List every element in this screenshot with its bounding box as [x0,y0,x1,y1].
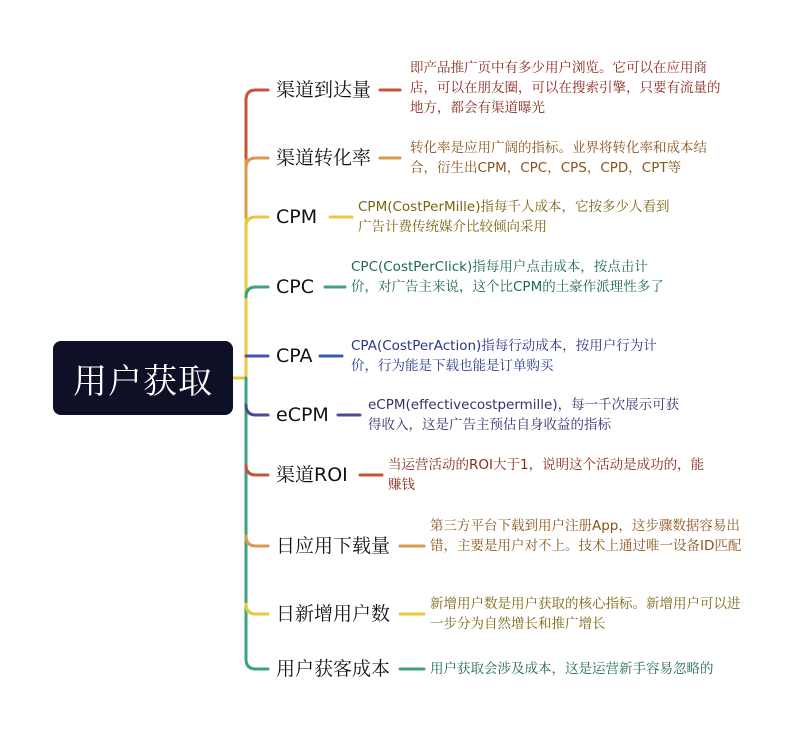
branch-label: 日应用下载量 [276,535,391,557]
branch-label: eCPM [276,404,329,426]
branch-label: 渠道到达量 [276,79,372,101]
root-node-label: 用户获取 [73,361,213,402]
branch-description: 第三方平台下载到用户注册App，这步骤数据容易出错，主要是用户对不上。技术上通过唯一设备ID匹配 [430,518,742,554]
branch-label: CPM [276,206,318,228]
branch-connector-9 [246,604,268,614]
branch-connector-3 [246,217,268,227]
branch-description: 新增用户数是用户获取的核心指标。新增用户可以进一步分为自然增长和推广增长 [430,596,741,632]
branch-description: 转化率是应用广阔的指标。业界将转化率和成本结合，衍生出CPM，CPC，CPS，CPD，CPT等 [410,140,707,176]
branch-connector-8 [246,536,268,546]
branch-connector-1 [246,90,268,100]
branch-connector-2 [246,158,268,168]
branch-label: CPC [276,276,314,298]
branch-connector-4 [246,287,268,297]
branch-label: 渠道ROI [276,464,348,486]
branch-description: 即产品推广页中有多少用户浏览。它可以在应用商店，可以在朋友圈，可以在搜索引擎，只要有流量的地方，都会有渠道曝光 [410,60,721,116]
branch-connector-6 [246,405,268,415]
branch-connector-10 [246,659,268,669]
branch-connector-7 [246,465,268,475]
branch-description: CPM(CostPerMille)指每千人成本，它按多少人看到广告计费传统媒介比较倾向采用 [358,199,670,235]
branch-label: 用户获客成本 [276,658,391,680]
branch-description: CPC(CostPerClick)指每用户点击成本，按点击计价，对广告主来说，这个比CPM的土豪作派理性多了 [351,259,664,295]
branch-description: 用户获取会涉及成本，这是运营新手容易忽略的 [430,661,714,677]
branch-label: 日新增用户数 [276,603,391,625]
branch-label: 渠道转化率 [276,147,372,169]
branch-description: 当运营活动的ROI大于1，说明这个活动是成功的，能赚钱 [388,457,705,493]
branch-description: CPA(CostPerAction)指每行动成本，按用户行为计价，行为能是下载也能是订单购买 [351,338,657,374]
root-node [53,341,233,415]
branch-label: CPA [276,345,313,367]
branch-description: eCPM(effectivecostpermille)，每一千次展示可获得收入，这是广告主预估自身收益的指标 [368,397,680,433]
